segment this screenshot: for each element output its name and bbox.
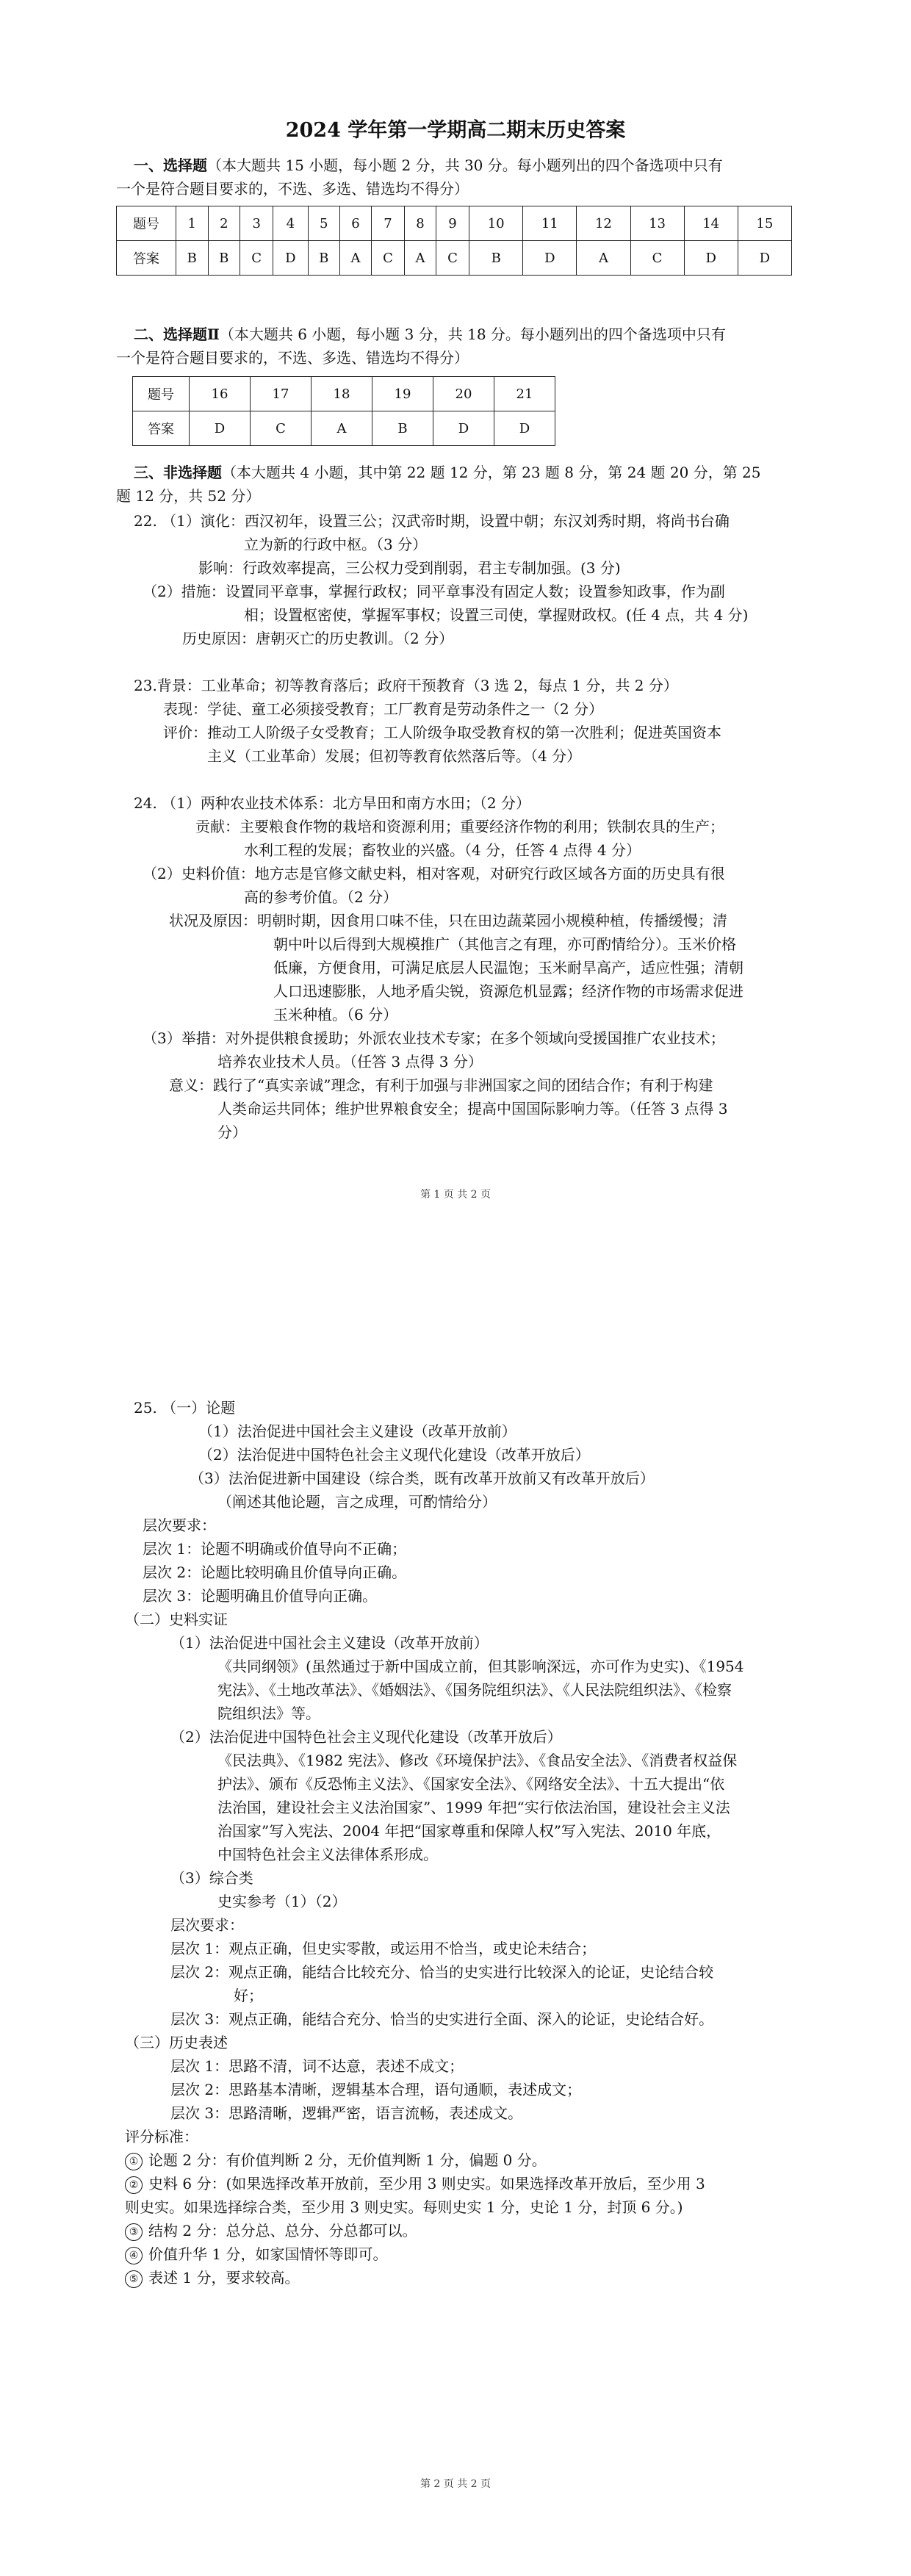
item-text: 论题 2 分：有价值判断 2 分，无价值判断 1 分，偏题 0 分。 <box>148 2151 547 2169</box>
answer-cell: A <box>577 241 630 276</box>
table-row-questions <box>133 377 555 411</box>
scoring-item <box>125 2149 547 2171</box>
item-number: ① <box>125 2153 143 2170</box>
q25-line: 中国特色社会主义法律体系形成。 <box>217 1846 438 1863</box>
item-number: ④ <box>125 2247 143 2264</box>
question-number: 4 <box>273 206 308 241</box>
answer-cell: D <box>738 241 791 276</box>
question-number: 18 <box>312 377 372 411</box>
question-number: 1 <box>176 206 209 241</box>
answer-cell: B <box>372 411 433 446</box>
row-label: 答案 <box>117 241 176 276</box>
question-number: 17 <box>251 377 312 411</box>
answer-cell: D <box>190 411 251 446</box>
item-number: ⑤ <box>125 2270 143 2288</box>
question-number: 10 <box>469 206 523 241</box>
q25-line: 层次 1：观点正确，但史实零散，或运用不恰当，或史论未结合； <box>170 1940 597 1957</box>
q25-line: 好； <box>234 1987 263 2004</box>
q25-line: 《共同纲领》(虽然通过于新中国成立前，但其影响深远，亦可作为史实)、《1954 <box>217 1658 744 1675</box>
answer-cell: C <box>630 241 684 276</box>
scoring-item <box>125 2243 387 2265</box>
section3-desc-cont: 题 12 分，共 52 分） <box>116 487 261 505</box>
q24-line: 高的参考价值。（2 分） <box>244 888 398 906</box>
section1-header <box>134 154 723 176</box>
answer-cell: C <box>240 241 273 276</box>
q24-line: （2）史料价值：地方志是官修文献史料，相对客观，对研究行政区域各方面的历史具有很 <box>143 865 725 882</box>
q25-line: 层次 2：论题比较明确且价值导向正确。 <box>143 1564 407 1581</box>
item-text: 结构 2 分：总分总、总分、分总都可以。 <box>148 2222 417 2239</box>
question-number: 21 <box>494 377 555 411</box>
q22-line: （2）措施：设置同平章事，掌握行政权；同平章事没有固定人数；设置参知政事，作为副 <box>143 583 725 600</box>
section2-label: 二、选择题Ⅱ <box>134 325 220 343</box>
q25-line: （3）综合类 <box>170 1869 253 1887</box>
q25-line: （1）法治促进中国社会主义建设（改革开放前） <box>198 1422 516 1440</box>
row-label: 题号 <box>117 206 176 241</box>
page-footer: 第 1 页 共 2 页 <box>420 1189 491 1201</box>
item-text: 表述 1 分，要求较高。 <box>148 2269 300 2287</box>
q24-line: 意义：践行了“真实亲诚”理念，有利于加强与非洲国家之间的团结合作；有利于构建 <box>169 1076 713 1094</box>
q25-line: （三）历史表述 <box>125 2034 228 2051</box>
q23-line: 评价：推动工人阶级子女受教育；工人阶级争取受教育权的第一次胜利；促进英国资本 <box>163 724 721 741</box>
section1-desc: （本大题共 15 小题，每小题 2 分，共 30 分。每小题列出的四个备选项中只有 <box>207 156 723 174</box>
section1-label: 一、选择题 <box>134 156 207 174</box>
scoring-item <box>125 2220 417 2242</box>
q22-line: 影响：行政效率提高，三公权力受到削弱，君主专制加强。(3 分) <box>198 559 621 577</box>
section3-label: 三、非选择题 <box>134 464 222 481</box>
question-number: 20 <box>433 377 494 411</box>
q24-line: 培养农业技术人员。（任答 3 点得 3 分） <box>217 1053 483 1071</box>
question-number: 15 <box>738 206 791 241</box>
page-footer: 第 2 页 共 2 页 <box>420 2478 491 2490</box>
answer-cell: A <box>405 241 436 276</box>
q25-line: 层次 3：论题明确且价值导向正确。 <box>143 1587 378 1605</box>
q22-line: 22. （1）演化：西汉初年，设置三公；汉武帝时期，设置中朝；东汉刘秀时期，将尚书台确 <box>134 512 730 530</box>
q24-line: 人口迅速膨胀，人地矛盾尖锐，资源危机显露；经济作物的市场需求促进 <box>273 982 743 1000</box>
question-number: 6 <box>340 206 372 241</box>
q25-line: 宪法》、《土地改革法》、《婚姻法》、《国务院组织法》、《人民法院组织法》、《检察 <box>217 1681 732 1699</box>
q25-line: 层次 3：思路清晰，逻辑严密，语言流畅，表述成文。 <box>170 2104 523 2122</box>
answer-cell: A <box>312 411 372 446</box>
answer-cell: A <box>340 241 372 276</box>
q25-line: 法治国，建设社会主义法治国家”、1999 年把“实行依法治国，建设社会主义法 <box>217 1799 730 1816</box>
q25-line: 护法》、颁布《反恐怖主义法》、《国家安全法》、《网络安全法》、十五大提出“依 <box>217 1775 725 1793</box>
question-number: 12 <box>577 206 630 241</box>
q24-line: 状况及原因：明朝时期，因食用口味不佳，只在田边蔬菜园小规模种植，传播缓慢；清 <box>169 912 727 929</box>
q25-line: 院组织法》等。 <box>217 1705 320 1722</box>
section3-desc: （本大题共 4 小题，其中第 22 题 12 分，第 23 题 8 分，第 24 题 20 分，第 25 <box>222 464 761 481</box>
answer-cell: D <box>494 411 555 446</box>
answer-cell: B <box>208 241 240 276</box>
q25-line: 层次要求： <box>170 1916 244 1934</box>
question-number: 5 <box>308 206 340 241</box>
question-number: 11 <box>523 206 577 241</box>
q24-line: 低廉，方便食用，可满足底层人民温饱；玉米耐旱高产，适应性强；清朝 <box>273 959 743 976</box>
q24-line: 人类命运共同体；维护世界粮食安全；提高中国国际影响力等。（任答 3 点得 3 <box>217 1100 728 1118</box>
item-text: 史料 6 分：(如果选择改革开放前，至少用 3 则史实。如果选择改革开放后，至少用 3 <box>148 2175 705 2192</box>
q23-line: 表现：学徒、童工必须接受教育；工厂教育是劳动条件之一（2 分） <box>163 700 604 718</box>
table-row-questions <box>117 206 792 241</box>
answer-page-2 <box>0 1288 911 2576</box>
table-row-answers <box>117 241 792 276</box>
question-number: 14 <box>684 206 738 241</box>
answer-cell: B <box>176 241 209 276</box>
q25-line: （1）法治促进中国社会主义建设（改革开放前） <box>170 1634 489 1652</box>
q24-line: 玉米种植。（6 分） <box>273 1006 398 1023</box>
section1-answer-table <box>116 206 792 276</box>
question-number: 19 <box>372 377 433 411</box>
q24-line: （3）举措：对外提供粮食援助；外派农业技术专家；在多个领域向受援国推广农业技术； <box>143 1029 725 1047</box>
q22-line: 相；设置枢密使，掌握军事权；设置三司使，掌握财政权。(任 4 点，共 4 分) <box>244 606 749 624</box>
answer-cell: D <box>273 241 308 276</box>
item-text: 价值升华 1 分，如家国情怀等即可。 <box>148 2245 388 2263</box>
page-title: 2024 学年第一学期高二期末历史答案 <box>285 119 626 142</box>
item-number: ③ <box>125 2223 143 2241</box>
q24-line: 24. （1）两种农业技术体系：北方旱田和南方水田；（2 分） <box>134 794 530 812</box>
q25-line: （2）法治促进中国特色社会主义现代化建设（改革开放后） <box>198 1446 590 1464</box>
question-number: 16 <box>190 377 251 411</box>
row-label: 题号 <box>133 377 190 411</box>
q25-line: 层次 3：观点正确，能结合充分、恰当的史实进行全面、深入的论证，史论结合好。 <box>170 2010 714 2028</box>
q25-line: 层次 2：思路基本清晰，逻辑基本合理，语句通顺，表述成文； <box>170 2081 582 2098</box>
question-number: 2 <box>208 206 240 241</box>
scoring-item-cont: 则史实。如果选择综合类，至少用 3 则史实。每则史实 1 分，史论 1 分，封顶 6 分。) <box>125 2198 683 2216</box>
q24-line: 分） <box>217 1123 247 1141</box>
q24-line: 朝中叶以后得到大规模推广（其他言之有理，亦可酌情给分）。玉米价格 <box>273 935 736 953</box>
q24-line: 贡献：主要粮食作物的栽培和资源利用；重要经济作物的利用；铁制农具的生产； <box>195 818 724 835</box>
q25-line: 层次要求： <box>143 1517 216 1534</box>
q22-line: 立为新的行政中枢。（3 分） <box>244 536 428 553</box>
q24-line: 水利工程的发展；畜牧业的兴盛。（4 分，任答 4 点得 4 分） <box>244 841 641 859</box>
answer-cell: D <box>523 241 577 276</box>
answer-cell: B <box>308 241 340 276</box>
section2-answer-table <box>132 376 555 446</box>
scoring-label: 评分标准： <box>125 2128 198 2145</box>
q25-line: （2）法治促进中国特色社会主义现代化建设（改革开放后） <box>170 1728 562 1746</box>
q25-line: 治国家”写入宪法、2004 年把“国家尊重和保障人权”写入宪法、2010 年底， <box>217 1822 721 1840</box>
q25-line: 25. （一）论题 <box>134 1399 236 1417</box>
q25-line: 层次 1：思路不清，词不达意，表述不成文； <box>170 2057 464 2075</box>
q25-line: 《民法典》、《1982 宪法》、修改《环境保护法》、《食品安全法》、《消费者权益保 <box>217 1752 738 1769</box>
q25-line: （阐述其他论题，言之成理，可酌情给分） <box>217 1493 497 1511</box>
section1-desc-cont: 一个是符合题目要求的，不选、多选、错选均不得分） <box>116 180 469 198</box>
q25-line: （3）法治促进新中国建设（综合类，既有改革开放前又有改革开放后） <box>190 1469 655 1487</box>
q25-line: （二）史料实证 <box>125 1611 228 1628</box>
row-label: 答案 <box>133 411 190 446</box>
section3-header <box>134 461 761 483</box>
question-number: 13 <box>630 206 684 241</box>
scoring-item <box>125 2173 705 2195</box>
answer-cell: C <box>371 241 404 276</box>
answer-cell: D <box>684 241 738 276</box>
answer-cell: B <box>469 241 523 276</box>
q23-line: 23.背景：工业革命；初等教育落后；政府干预教育（3 选 2，每点 1 分，共 2 分） <box>134 677 678 694</box>
question-number: 7 <box>371 206 404 241</box>
question-number: 9 <box>436 206 469 241</box>
section2-desc-cont: 一个是符合题目要求的，不选、多选、错选均不得分） <box>116 349 469 367</box>
q22-line: 历史原因：唐朝灭亡的历史教训。（2 分） <box>182 630 454 647</box>
section2-desc: （本大题共 6 小题，每小题 3 分，共 18 分。每小题列出的四个备选项中只有 <box>219 325 726 343</box>
question-number: 3 <box>240 206 273 241</box>
q25-line: 史实参考（1）（2） <box>217 1893 347 1910</box>
answer-cell: C <box>436 241 469 276</box>
q23-line: 主义（工业革命）发展；但初等教育依然落后等。（4 分） <box>207 747 582 765</box>
question-number: 8 <box>405 206 436 241</box>
answer-cell: D <box>433 411 494 446</box>
table-row-answers <box>133 411 555 446</box>
q25-line: 层次 2：观点正确，能结合比较充分、恰当的史实进行比较深入的论证，史论结合较 <box>170 1963 714 1981</box>
item-number: ② <box>125 2176 143 2194</box>
q25-line: 层次 1：论题不明确或价值导向不正确； <box>143 1540 407 1558</box>
answer-cell: C <box>251 411 312 446</box>
section2-header <box>134 323 726 345</box>
scoring-item <box>125 2267 299 2289</box>
